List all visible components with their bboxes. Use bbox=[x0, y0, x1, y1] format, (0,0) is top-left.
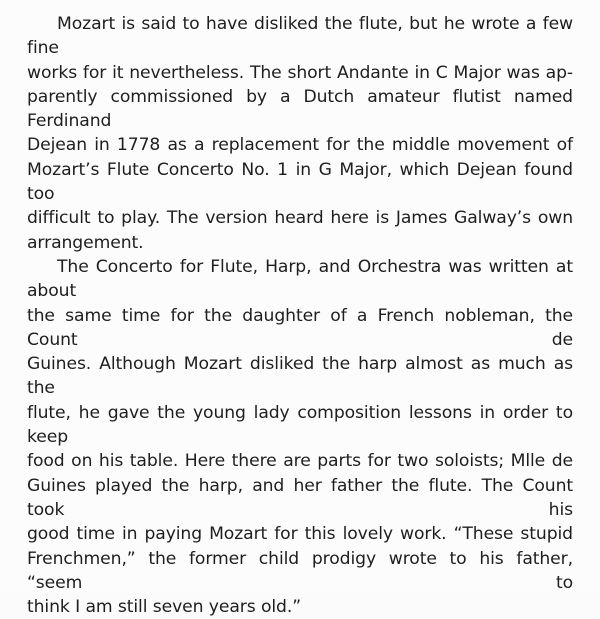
paragraph-2-line-8: Frenchmen,” the former child prodigy wrote to his father, “seem to bbox=[27, 548, 573, 593]
liner-notes-text bbox=[27, 12, 573, 619]
paragraph-2-line-4: flute, he gave the young lady composition lessons in order to keep bbox=[27, 402, 573, 448]
paragraph-2-line-1: The Concerto for Flute, Harp, and Orchestra was written at about bbox=[27, 256, 573, 302]
paragraph-1-line-7: arrangement. bbox=[27, 232, 144, 253]
paragraph-1-line-5: Mozart’s Flute Concerto No. 1 in G Major, which Dejean found too bbox=[27, 159, 573, 205]
paragraph-2-line-2: the same time for the daughter of a French nobleman, the Count de bbox=[27, 305, 573, 350]
paragraph-1-line-2: works for it nevertheless. The short Andante in C Major was ap- bbox=[27, 62, 573, 83]
paragraph-1 bbox=[27, 12, 573, 255]
paragraph-1-line-6: difficult to play. The version heard here is James Galway’s own bbox=[27, 208, 573, 229]
paragraph-2-line-9: think I am still seven years old.” bbox=[27, 597, 302, 618]
paragraph-1-line-1: Mozart is said to have disliked the flute, but he wrote a few fine bbox=[27, 14, 573, 59]
paragraph-2-line-7: good time in paying Mozart for this lovely work. “These stupid bbox=[27, 524, 573, 545]
paragraph-2-line-3: Guines. Although Mozart disliked the harp almost as much as the bbox=[27, 354, 573, 399]
paragraph-2-line-5: food on his table. Here there are parts for two soloists; Mlle de bbox=[27, 451, 573, 472]
paragraph-2 bbox=[27, 255, 573, 619]
paragraph-2-line-6: Guines played the harp, and her father the flute. The Count took his bbox=[27, 475, 573, 520]
paragraph-1-line-4: Dejean in 1778 as a replacement for the middle movement of bbox=[27, 135, 573, 156]
paragraph-1-line-3: parently commissioned by a Dutch amateur flutist named Ferdinand bbox=[27, 86, 573, 132]
